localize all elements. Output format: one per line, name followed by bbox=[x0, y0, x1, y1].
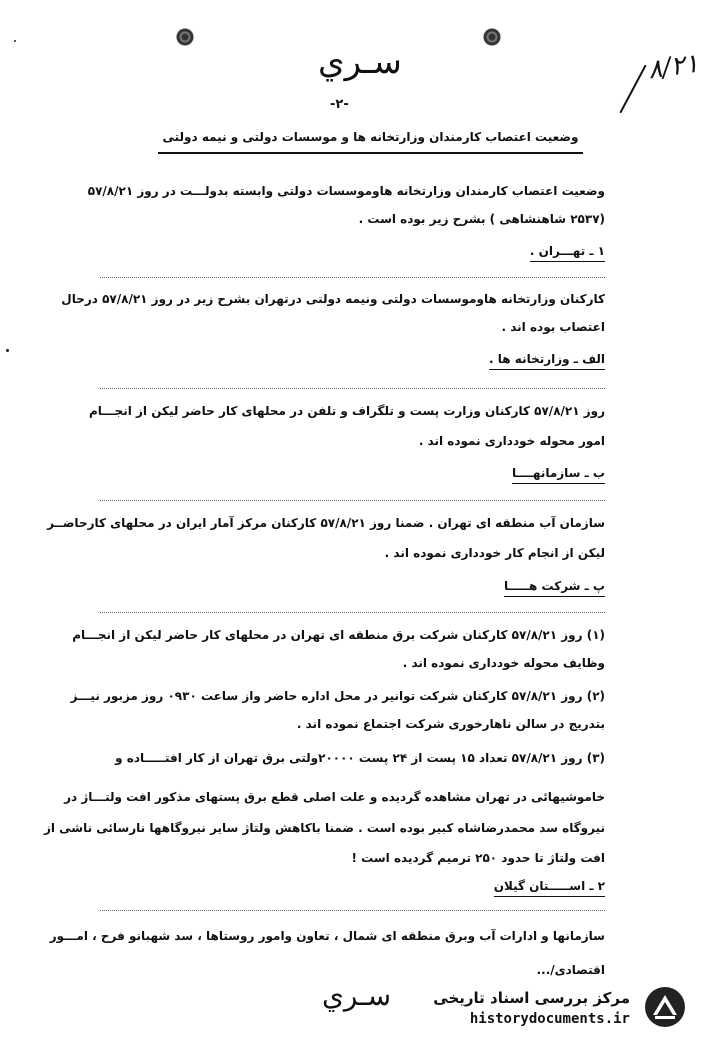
organizations-line-1: سازمان آب منطقه ای تهران . ضمنا روز ۵۷/۸/۲۱ کارکنان مرکز آمار ایران در محلهای کارحاضــر bbox=[47, 516, 605, 530]
classification-header: سـري bbox=[318, 42, 402, 82]
ministries-line-1: روز ۵۷/۸/۲۱ کارکنان وزارت پست و تلگراف و تلفن در محلهای کار حاضر لیکن از انجـــام bbox=[88, 404, 605, 418]
gilan-line-1: سازمانها و ادارات آب وبرق منطقه ای شمال ، تعاون وامور روستاها ، سد شهبانو فرح ، امـــور bbox=[49, 929, 605, 943]
intro-line-1: وضعیت اعتصاب کارمندان وزارتخانه هاوموسسات دولتی وابسته بدولـــت در روز ۵۷/۸/۲۱ bbox=[87, 184, 605, 198]
left-ornament-icon bbox=[176, 28, 194, 46]
watermark-url[interactable]: historydocuments.ir bbox=[469, 1011, 630, 1027]
companies-heading: پ ـ شرکت هـــــا bbox=[504, 578, 605, 597]
divider bbox=[100, 277, 605, 278]
divider bbox=[100, 388, 605, 389]
company-item-3-line-3: نیروگاه سد محمدرضاشاه کبیر بوده است . ضمنا باکاهش ولتاژ سایر نیروگاهها نارسائی ناشی از bbox=[43, 821, 605, 835]
page-number: -۲- bbox=[330, 97, 349, 112]
company-item-3-line-2: خاموشیهائی در تهران مشاهده گردیده و علت اصلی قطع برق پستهای مذکور افت ولتـــاژ در bbox=[64, 790, 605, 804]
title-underline bbox=[158, 152, 583, 154]
document-title: وضعیت اعتصاب کارمندان وزارتخانه ها و موسسات دولتی و نیمه دولتی bbox=[162, 130, 579, 144]
gilan-line-2: اقتصادی/... bbox=[536, 963, 605, 977]
divider bbox=[100, 910, 605, 911]
tehran-line-2: اعتصاب بوده اند . bbox=[501, 320, 605, 334]
company-item-1-line-2: وظایف محوله خودداری نموده اند . bbox=[402, 656, 605, 670]
section-tehran-heading: ۱ ـ تهـــران . bbox=[530, 243, 605, 262]
company-item-1-line-1: (۱) روز ۵۷/۸/۲۱ کارکنان شرکت برق منطقه ای تهران در محلهای کار حاضر لیکن از انجـــام bbox=[72, 628, 605, 642]
intro-line-2: (۲۵۳۷ شاهنشاهی ) بشرح زیر بوده است . bbox=[358, 212, 605, 226]
margin-speck bbox=[14, 40, 16, 42]
ministries-heading: الف ـ وزارتخانه ها . bbox=[489, 351, 605, 370]
company-item-3-line-1: (۳) روز ۵۷/۸/۲۱ تعداد ۱۵ پست از ۲۴ پست ۲۰۰۰۰ولتی برق تهران از کار افتـــــاده و bbox=[115, 751, 605, 765]
classification-footer: سـري bbox=[322, 979, 392, 1012]
company-item-2-line-1: (۲) روز ۵۷/۸/۲۱ کارکنان شرکت توانیر در محل اداره حاضر واز ساعت ۰۹۳۰ روز مزبور نیـــز bbox=[70, 689, 605, 703]
organizations-heading: ب ـ سازمانهــــا bbox=[512, 465, 605, 484]
company-item-3-line-4: افت ولتاژ تا حدود ۲۵۰ ترمیم گردیده است ! bbox=[351, 851, 605, 865]
section-gilan-heading: ۲ ـ اســـــتان گیلان bbox=[494, 878, 605, 897]
divider bbox=[100, 500, 605, 501]
watermark-name: مرکز بررسی اسناد تاریخی bbox=[433, 989, 630, 1007]
archive-logo-icon bbox=[643, 985, 687, 1029]
right-ornament-icon bbox=[483, 28, 501, 46]
company-item-2-line-2: بتدریج در سالن ناهارخوری شرکت اجتماع نموده اند . bbox=[296, 717, 605, 731]
margin-stroke bbox=[619, 65, 646, 114]
divider bbox=[100, 612, 605, 613]
ministries-line-2: امور محوله خودداری نموده اند . bbox=[418, 434, 605, 448]
margin-speck bbox=[6, 349, 9, 352]
tehran-line-1: کارکنان وزارتخانه هاوموسسات دولتی ونیمه دولتی درتهران بشرح زیر در روز ۵۷/۸/۲۱ درحال bbox=[61, 292, 605, 306]
margin-note: ۸/۲۱ bbox=[646, 48, 701, 86]
organizations-line-2: لیکن از انجام کار خودداری نموده اند . bbox=[384, 546, 605, 560]
